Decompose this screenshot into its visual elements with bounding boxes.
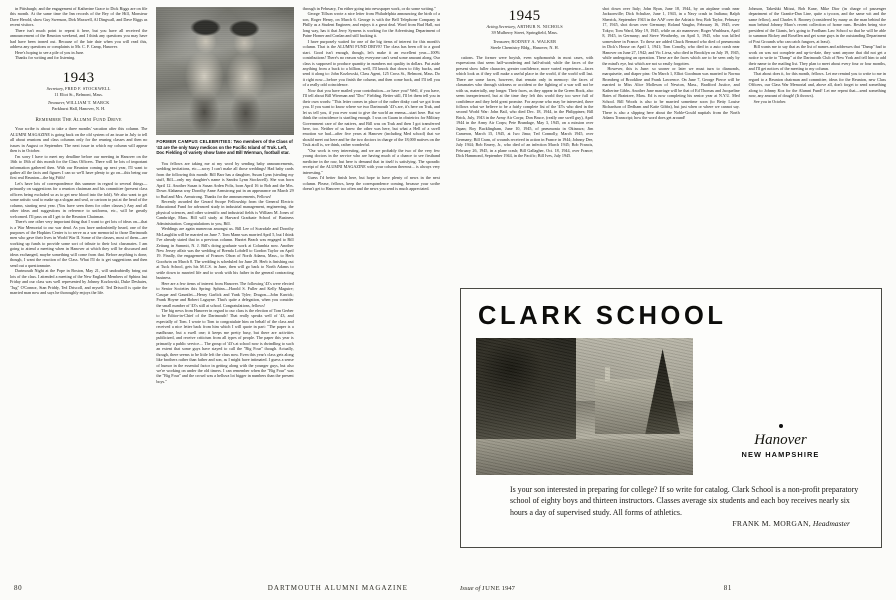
- paragraph: "Our work is very interesting, and we are probably the two of the very few young doctors in the service who are having much of a chance to see firsthand medicine in the raw, but here is demand that in itself is satisfying. The sporadic receipt of the ALUMNI MAGAZINE with your column thereout... is always very interesting.": [302, 147, 440, 175]
- issue-year: 1947: [501, 585, 515, 592]
- issue-prefix: Issue of: [460, 585, 481, 592]
- ad-location-town: Hanover: [754, 432, 807, 448]
- secretary-name: FRED F. STOCKWELL: [64, 85, 111, 91]
- paragraph: Johnson, Takeshki Mitsui, Bob Kane, Mike Dior (in charge of passenger department of the Granite-Dan Line, quite a tycoon, and the same wit and the same fellow), and Charles S. Rooney (considered by many as the man behind the man behind Johnny Maro's recent collection of home runs. Besides being vice president of the Giants, he's going to Fordham Law School so that he will be able to summon Rickey and Rosellen and get some guys in the outstanding Department of Post Grounds who can catch fungoes, at least).: [748, 6, 886, 44]
- right-page: [448, 0, 896, 600]
- ad-body-text: Is your son interested in preparing for college? If so write for catalog. Clark School is a non-profit preparatory school of eighty boys and thirteen instructors. Classes average six students and each boy receives nearly six hours a day of supervised study. All forms of athletics.: [510, 485, 859, 517]
- right-page-columns: [456, 6, 886, 158]
- right-column-3: [749, 6, 886, 158]
- headmaster-title: Headmaster: [812, 519, 850, 529]
- magazine-name: DARTMOUTH ALUMNI MAGAZINE: [267, 584, 408, 592]
- paragraph: George Tillson wrote a nice letter from Philadelphia announcing the birth of a son, Roger Henry, on March 6. George is with the Bell Telephone Company in Philly as a Student Engineer, and enjoys it a great deal. Word from Bud Hall, not long way, has it that Jerry Symens is working for the Advertising Department of Paine Homer and Conlan and still backing it.: [302, 11, 440, 39]
- class-year-heading-1943: [10, 70, 147, 113]
- ad-location-state: NEW HAMPSHIRE: [741, 450, 820, 459]
- right-page-footer: [448, 584, 896, 592]
- ad-illustration-row: [476, 338, 868, 475]
- paragraph: Thanks for writing and for listening.: [15, 55, 76, 61]
- photo-caption-lead: FORMER CAMPUS CELEBRITIES:: [156, 139, 233, 144]
- photo-caption: [156, 139, 293, 156]
- ad-signature: [476, 519, 868, 528]
- page-number-right: 81: [723, 584, 732, 592]
- secretary-name: ARTHUR N. NICHOLS: [517, 24, 563, 29]
- treasurer-role-label: Treasurer,: [47, 100, 65, 106]
- paragraph: See you in October.: [753, 98, 787, 104]
- paragraph: through in February, I'm either going into newspaper work, or do some writing.": [302, 6, 436, 11]
- ad-title: CLARK SCHOOL: [478, 302, 727, 330]
- paragraph: Dartmouth Night at the Pope in Boston, May 21, will undoubtedly bring out lots of the class. I attended a meeting of the New England Members of Sphinx last Friday and our class was well represented by Johnny Kozlowski, Duke Deshaies, "Jug" O'Connor, Stan Priddy, Ted Driscoll, and myself. Ted Driscoll is quite the married man now and says he thoroughly enjoys the life.: [10, 268, 148, 295]
- bullet-dot-icon: [779, 424, 783, 428]
- secretary-role-label: Acting Secretary,: [486, 24, 516, 29]
- campus-illustration: [476, 338, 693, 475]
- paragraph: Let's have lots of correspondence this summer in regard to several things—primarily on suggestions for a reunion chairman and his committee (present class officers being excluded so as to get new blood into the fold). We also want to get some artistic soul to make up a slogan and seal, or cartoon to put at the head of the column, starting next year. (You have seen them for other classes.) Any and all other ideas and suggestions in reference to uniforms, etc., will be greatly welcomed. I'll pass on all I get to the Reunion Chairman.: [10, 180, 148, 219]
- treasurer-address: Parkhurst Hall, Hanover, N. H.: [52, 106, 106, 112]
- paragraph: Here are a few items of interest from Hanover. The following '43's were elected to Senior Societies this Spring: Sphinx—Harold S. Fuller and Kelly Maguire; Casque and Gauntlet—Henry Garlick and Yank Tyler; Dragon—John Karrick; Frank Hoyne and Robert Laguyne. That's quite a delegation, when you consider the small number of '43's still at school. Congratulations, fellows!: [156, 280, 294, 308]
- right-column-1: [456, 6, 593, 158]
- photo-caption-body: Two members of the Class of '43 are the only Navy medicos on the Pacific Island of Truk. Left, Doc Fielding of variety show fame and Bill Wierman, football star.: [156, 139, 293, 156]
- paragraph: However, this is June: so sooner or later we must turn to diamonds, marquisette, and diaper pins: On March 1, Elliot Goodman was married to Norma Bromberg of Brookline and Frank Lawrence. On June 7, George Pierce will be married to Miss Alice Molleson of Newton, Mass., Bradford Justice, and Katherine Gibbs. Another June marriage will be that of Ed Thomas and Jacqueline Bates of Braintree, Mass. Ed is now completing his senior year at N.Y.U. Med School. Bill Woods is also to be married sometime soon (to Betty Louise Richardson of Dedham and Katie Gibbs), but just when or where we cannot say. There is also a slipping here about the Noble-Gould nuptials from the North Adams Transcript; how the word does get around!: [602, 65, 740, 121]
- class-year-heading-1945: [456, 8, 593, 51]
- treasurer-name: WILLIAM T. MARCK: [66, 100, 110, 106]
- clark-school-advertisement[interactable]: [460, 288, 882, 548]
- secretary-address: 11 Eliot St., Belmont, Mass.: [54, 91, 103, 97]
- left-page-columns: [10, 6, 440, 384]
- two-navy-officers-photograph: [156, 7, 293, 135]
- right-column-2: [602, 6, 739, 158]
- page-number-left: 80: [14, 584, 23, 592]
- issue-month: JUNE: [482, 585, 501, 592]
- secretary-role-label: Secretary,: [46, 85, 64, 91]
- left-column-3: [303, 6, 440, 384]
- paragraph: Now that you have mailed your contribution—or have you? Well, if you have, I'll tell about Bill Wierman and "Doc" Fielding. Better still, I'll let them tell you in their own words: "This letter comes in place of the rather dinky card we got from you. If you want to know where we two Dartmouth '43's are, it's here on Truk, and let us tell you, if you ever want to give the world an enema—start here. But we think the coincidence is startling enough. I was on Guam in obstetrics for Military Government care of the natives, and Bill was on Truk and then I got transferred here, too. Neither of us knew the other was here, but what a Hell of a swell emotion we had—after five years at Hanover (including Med school) that we should meet out here and be the two doctors in charge of the 18,000 natives on the Truk atoll is, we think, rather wonderful.: [302, 87, 440, 148]
- paragraph: I have purposely waited for one of the big items of interest for this month's column. That is the ALUMNI FUND DRIVE! The class has been off to a good start. Good isn't enough, though, let's make it an excellent year—100% contributions! There's no reason why everyone can't send some amount along. Our class is supposed to produce quantity in numbers not quality in dollars. Put aside anything from a buck to a billion, well, I'll knock that down to fifty bucks, and send it along to: John Kozlowski, Class Agent, 125 Cross St., Belmont, Mass. Do it right now—before you finish the column, and then come back, and I'll tell you of a really odd coincidence.: [302, 38, 440, 88]
- paragraph: Recently awarded the Gerard Swope Fellowship from the General Electric Educational Fund for advanced study in industrial management, engineering, the physical sciences, and other scientific and industrial fields is William M. Jones of Cambridge, Mass. Bill will study at Harvard Graduate School of Business Administration. Congratulations to you, Bill.: [156, 198, 294, 226]
- paragraph: shot down over Italy; John Ryan, June 18, 1944, by an airplane crash near Jacksonville; Dick Schultze, June 1, 1943, in a Navy crash in Indiana; Ralph Sherrick, September 1943 in the AAF over the Adriatic Sea; Bob Taylor, February 17, 1945, shot down over Germany; Roland Vaughn, February 16, 1945, over Tokyo; Tom Ward, May 19, 1945, while on air maneuver; Roger Washburn, April 8, 1945, in Germany; and Steve Weatherby, on April 5, 1945, who was killed somewhere in France. To these are added Chuck Bernard who died of pneumonia in Dick's House on April 1, 1941; Tom Conolly, who died in a auto crash near Hanover on June 27, 1942; and Vic Livsa, who died in Brooklyn on July 19, 1945, while undergoing an operation. These are the faces which are to be seen only by the mind's eye, but which are not so easily forgotten.: [602, 6, 740, 66]
- paragraph: Weddings are again numerous amongst us. Bill Lee of Scarsdale and Dorothy McLaughlin will be married on June 7. Tom Mann was married April 5, but I think I've already stated that in a previous column. Harriet Beach was engaged to Bill Zeitung in Summit, N. J. Bill's doing graduate work at Columbia now. Another New Jersey affair was the wedding of Brenda Lobdell to Gordon Taylor on April 19. Finally, the engagement of Frances Olson of North Adams, Mass., to Herb Goodwin on March 8. The wedding is scheduled for June 28. Herb is finishing out at Tuck School, gets his M.C.S. in June, then will go back to North Adams to settle down to married life and to work with his father in the general contracting business.: [156, 226, 294, 281]
- paragraph: Your scribe is about to take a three months' vacation after this column. The ALUMNI MAGAZINE is going back on the old system of an issue in July to tell all about reunions and class columns only for the reuning classes and then no issues in August or September. The next issue in which my column will appear then is in October.: [10, 126, 148, 154]
- treasurer-address: Steele Chemistry Bldg., Hanover, N. H.: [490, 44, 559, 50]
- class-year: 1943: [62, 69, 95, 86]
- treasurer-role-label: Treasurer,: [493, 38, 511, 44]
- headmaster-name: FRANK M. MORGAN,: [732, 519, 811, 529]
- paragraph: in Pittsburgh; and the engagement of Katherine Grace to Dick Riggs are on file this month. At the same time the Inn records of the Bey of the Hill, Monsieur Dave Herold, show Guy Swenson, Dirk Maxwell, Al Dingwall, and Dave Riggs as recent visitors.: [10, 6, 148, 28]
- paragraph: Bill wants me to say that as the list of names and addresses that "Damp" had to work on was not complete and up-to-date, they want anyone that did not get a notice to write to "Damp" at the Dartmouth Club of New York and tell him to add their name to the mailing list. They plan to meet about every four or four months, and I'll get notices of the meeting to my column.: [748, 44, 886, 71]
- secretary-address: 39 Mulberry Street, Springfield, Mass.: [491, 30, 558, 36]
- ad-location-block: [693, 338, 868, 459]
- left-column-1: [10, 6, 147, 384]
- section-subheading: Remember The Alumni Fund Drive: [35, 118, 122, 124]
- paragraph: That about does it, for this month, fellows. Let me remind you to write to me in regard to a Reunion chairman and committee, ideas for the Reunion, new Class Officers, our Class War Memorial and, above all, don't forget to send something along to Johnny Koz for the Alumni Fund! Let me repeat that—send something now, any amount of dough! (It throws).: [748, 71, 886, 99]
- class-year: 1945: [508, 8, 541, 24]
- paragraph: Guess I'd better finish here, but hope to have plenty of news in the next column. Please, fellows, keep the correspondence coming, because your scribe doesn't get to Hanover too often and the news you send is much appreciated.: [302, 175, 440, 191]
- paragraph: I'm sorry I have to meet my deadline before our meeting in Hanover on the 16th to 18th of this month for the Class Officers. There will be lots of important information gathered then. With our Reunion coming up next year, I'll want to gather all the facts and figures I can so we'll have plenty to go on—this being our first real Reunion—the big Fifth!: [10, 153, 148, 181]
- paragraph: You fellows are taking me at my word by sending baby announcements, wedding invitations, etc.—sorry I can't make all those weddings! Had baby cards from the following this month: Bill Barr has a daughter, Susan Lynn (stealing my stuff, Bill—only my daughter's name is Sandra Lynn Stockwell). She was born April 12. Another Susan is Susan Arden Polis, born April 16 to Bob and the Mrs. Down Alabama way Dorothy Anne Armstrong put in an appearance on March 29 to Bud and Mrs. Armstrong. Thanks for the announcements, Fellows!: [156, 160, 294, 199]
- left-page-footer: [0, 584, 448, 592]
- treasurer-name: RODNEY A. WALKER: [511, 38, 557, 44]
- issue-line: [460, 585, 515, 592]
- paragraph: cations. The former were boyish, even sophomorish in most cases, with expressions that seem half-wondering and half-afraid; while the faces of the present show fuller character, greater confidence, more varied experience—faces which look as if they will make a useful place in the world, if the world will last. There are some faces, however, that remain only in memory: the faces of classmates who through sickness or accident or the fighting of a war will not be with us, materially, any longer. Their faces, as they appear in the Green Book, also seem inexperienced, but at the time they left this world they too were full of confidence and they held great promise. For anyone who may be interested, there follows what we believe to be a fairly complete list of the '45's who died in the second World War: John Bail, who died Dec. 18, 1944, in the Philippines; Bill Brick, July, 1943 in the Army Air Corps; Don Bruce, (really one swell guy), April 1944 in the Army Air Corps; Pete Brundage, May 3, 1945, on a mission over Japan; Roy Bucklingham, June 10, 1945, of pneumonia in Okinawa; Jim Cameron, March 15, 1945, at Iwo Jima; Ted Connolly, March 1945, over Germany; Bill Cram, of wounds received in action in France in 1944; Johnny Dee, July 1944; Bob Emery, Jr., who died of an infection March 1945; Bob Francis, February 26, 1945, in a plane crash; Bill Gallagher, Oct. 18, 1944, over France; Dick Hammond, September 1944, in the Pacific; Bill Ives, July 1945.: [456, 54, 594, 159]
- paragraph: The big news from Hanover in regard to our class is the election of Tom Gerber to be Editor-in-Chief of the Dartmouth! That really speaks well of '43, and especially of Tom. I wrote to Tom to congratulate him on behalf of the class and received a nice letter back from him which I will quote in part: "The paper is a madhouse, but a swell one; it keeps me pretty busy, but there are activities publicized, and receive criticism from all types of people. The paper this year is primarily a public service.... The group of '43's at school now is dwindling to such an extent that some guys have stayed to call the "Big Four" though. Actually, though, there seems to be little left the class now. Even this year's class gets along like brothers rather than father and son, as I might have intimated. I guess a sense of humor in the essential factor in getting along with the younger guys, but also we're working on under the old timers. I can remember when the "Big Four" was the "Big Four" and the crowd was a helluva lot bigger in numbers than the present boys.": [156, 308, 294, 384]
- paragraph: There isn't much point to repeat it here, but you have all received the announcement of the Reunion weekend, and I think any questions you may have had have been ironed out. Because of the late date when you will read this, address any questions or complaints to Mr. C. F. Camp, Hanover.: [10, 27, 148, 50]
- paragraph: There's one other very important thing that I want to get lots of ideas on—that is a War Memorial to our war dead. As you have undoubtedly heard, one of the purposes of the Hopkins Center is to serve as a war memorial to those Dartmouth men who gave their lives in World War II. Some of the classes, most of them—are working up funds to provide some sort of tribute to their lost classmates. I am going to attend a meeting when in Hanover at which they will be discussed and ideas exchanged, maybe something will come from that. Before anything is done, though, I want the reaction of the Class. What I'll do is get suggestions and then send out a questionnaire.: [10, 219, 148, 268]
- paragraph: Here's hoping to see a pile of you in June.: [15, 49, 85, 55]
- left-column-2: [156, 6, 293, 384]
